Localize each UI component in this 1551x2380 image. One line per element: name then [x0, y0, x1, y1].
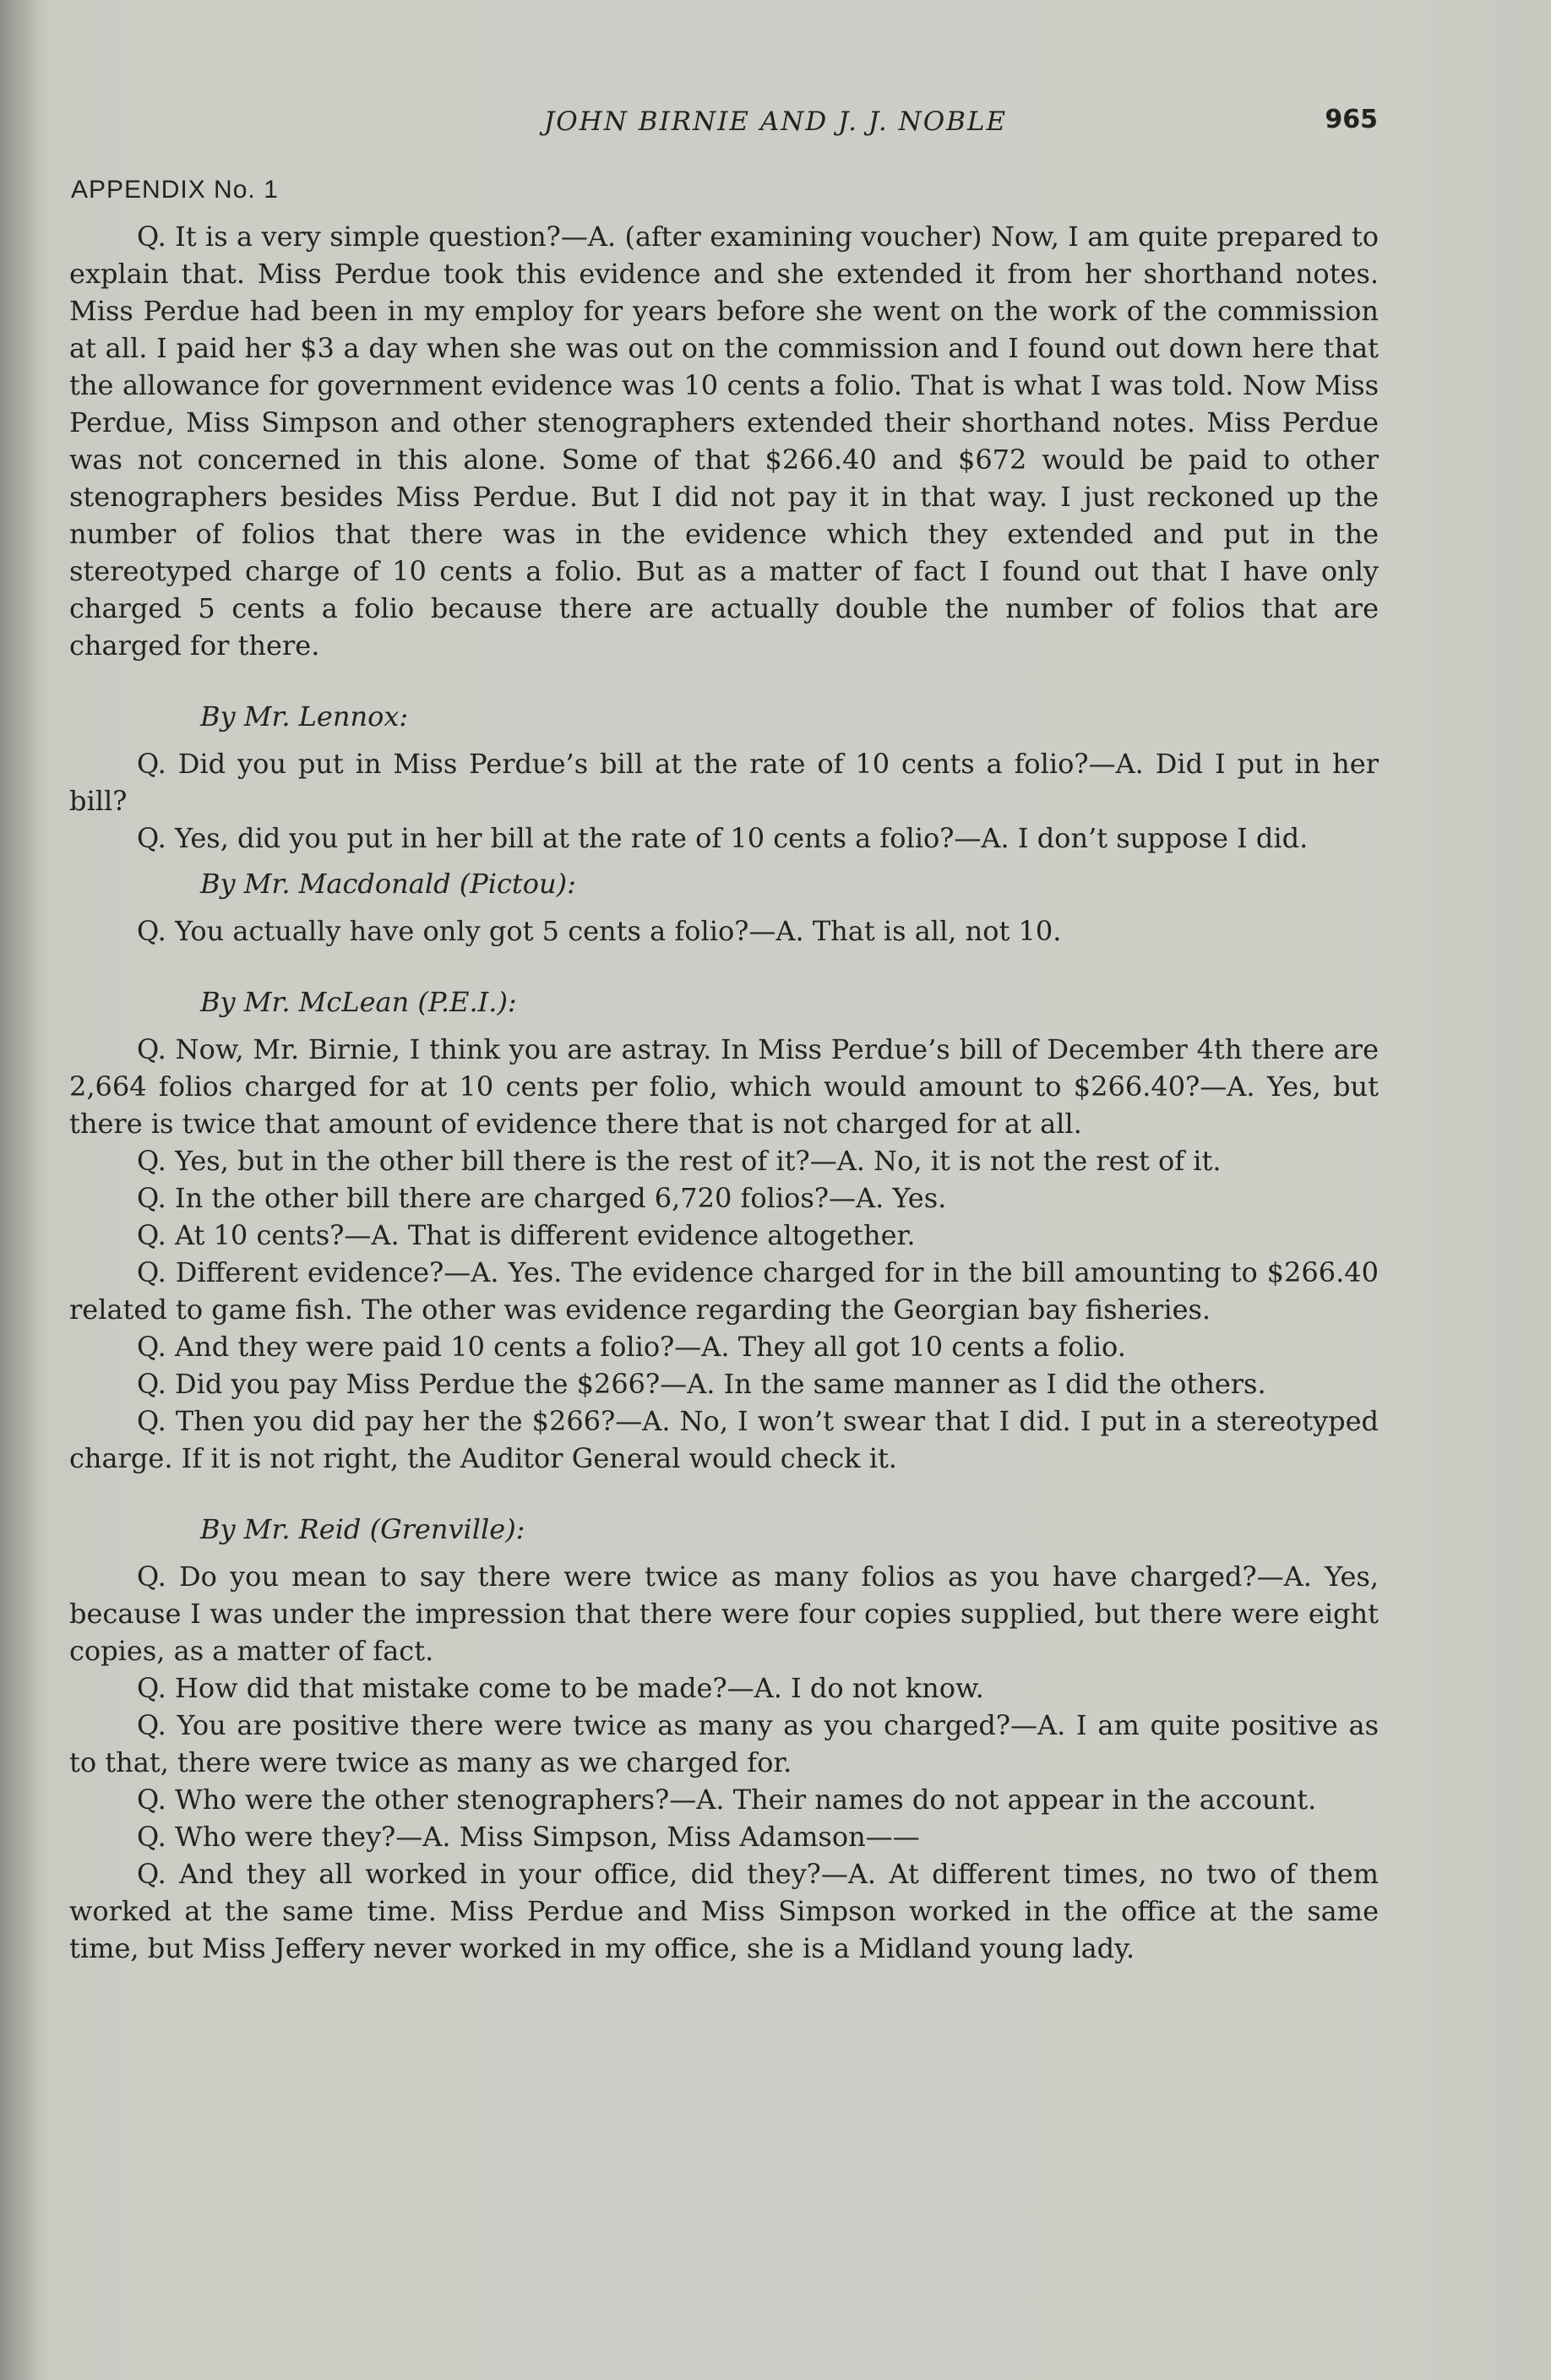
qa-paragraph: Q. Did you pay Miss Perdue the $266?—A. In the same manner as I did the others. [137, 1368, 1266, 1400]
qa-paragraph: Q. Do you mean to say there were twice as many folios as you have charged?—A. Yes, because I was under the impression that there were four copies supplied, but there were eight copies, as a matter of fact. [69, 1560, 1379, 1667]
testimony-section-reid [69, 1511, 1379, 1967]
speaker-heading: By Mr. Lennox: [200, 700, 409, 733]
page-header [0, 100, 1551, 150]
appendix-label: APPENDIX No. 1 [71, 176, 279, 204]
running-head: JOHN BIRNIE AND J. J. NOBLE [543, 106, 1008, 137]
testimony-section-lennox [69, 698, 1379, 857]
qa-paragraph: Q. At 10 cents?—A. That is different evidence altogether. [137, 1219, 916, 1251]
qa-paragraph: Q. Who were they?—A. Miss Simpson, Miss Adamson—— [137, 1821, 920, 1853]
testimony-section-mclean [69, 983, 1379, 1477]
page-number: 965 [1325, 105, 1378, 134]
qa-paragraph: Q. Then you did pay her the $266?—A. No, I won’t swear that I did. I put in a stereotyped charge. If it is not right, the Auditor General would check it. [69, 1405, 1379, 1474]
testimony-section-opening [69, 218, 1379, 664]
testimony-section-macdonald [69, 865, 1379, 950]
speaker-heading: By Mr. McLean (P.E.I.): [200, 986, 517, 1018]
qa-paragraph: Q. How did that mistake come to be made?—A. I do not know. [137, 1672, 984, 1704]
speaker-heading: By Mr. Reid (Grenville): [200, 1513, 525, 1545]
qa-paragraph: Q. Who were the other stenographers?—A. Their names do not appear in the account. [137, 1784, 1317, 1816]
qa-paragraph: Q. Now, Mr. Birnie, I think you are astray. In Miss Perdue’s bill of December 4th there are 2,664 folios charged for at 10 cents per folio, which would amount to $266.40?—A. Yes, but there is twice that amount of evidence there that is not charged for at all. [69, 1033, 1379, 1140]
qa-paragraph: Q. Different evidence?—A. Yes. The evidence charged for in the bill amounting to $266.40 related to game fish. The other was evidence regarding the Georgian bay fisheries. [69, 1256, 1379, 1326]
speaker-heading: By Mr. Macdonald (Pictou): [200, 868, 576, 900]
qa-paragraph: Q. Yes, but in the other bill there is the rest of it?—A. No, it is not the rest of it. [137, 1145, 1222, 1177]
book-spine-shadow [0, 0, 39, 2380]
qa-paragraph: Q. And they all worked in your office, did they?—A. At different times, no two of them worked at the same time. Miss Perdue and Miss Simpson worked in the office at the same time, but Miss Jeffery never worked in my office, she is a Midland young lady. [69, 1858, 1379, 1964]
qa-paragraph: Q. You actually have only got 5 cents a folio?—A. That is all, not 10. [137, 915, 1062, 947]
qa-paragraph: Q. In the other bill there are charged 6,720 folios?—A. Yes. [137, 1182, 947, 1214]
transcript-body [69, 218, 1379, 1967]
qa-paragraph: Q. And they were paid 10 cents a folio?—A. They all got 10 cents a folio. [137, 1331, 1126, 1363]
qa-paragraph: Q. Yes, did you put in her bill at the rate of 10 cents a folio?—A. I don’t suppose I did. [137, 822, 1309, 854]
qa-paragraph: Q. Did you put in Miss Perdue’s bill at the rate of 10 cents a folio?—A. Did I put in her bill? [69, 748, 1379, 817]
qa-paragraph: Q. It is a very simple question?—A. (after examining voucher) Now, I am quite prepared to explain that. Miss Perdue took this evidence and she extended it from her shorthand notes. Miss Perdue had been in my employ for years before she went on the work of the commission at all. I paid her $3 a day when she was out on the commission and I found out down here that the allowance for government evidence was 10 cents a folio. That is what I was told. Now Miss Perdue, Miss Simpson and other stenographers extended their shorthand notes. Miss Perdue was not concerned in this alone. Some of that $266.40 and $672 would be paid to other stenographers besides Miss Perdue. But I did not pay it in that way. I just reckoned up the number of folios that there was in the evidence which they extended and put in the stereotyped charge of 10 cents a folio. But as a matter of fact I found out that I have only charged 5 cents a folio because there are actually double the number of folios that are charged for there. [69, 221, 1379, 662]
qa-paragraph: Q. You are positive there were twice as many as you charged?—A. I am quite positive as to that, there were twice as many as we charged for. [69, 1709, 1379, 1778]
